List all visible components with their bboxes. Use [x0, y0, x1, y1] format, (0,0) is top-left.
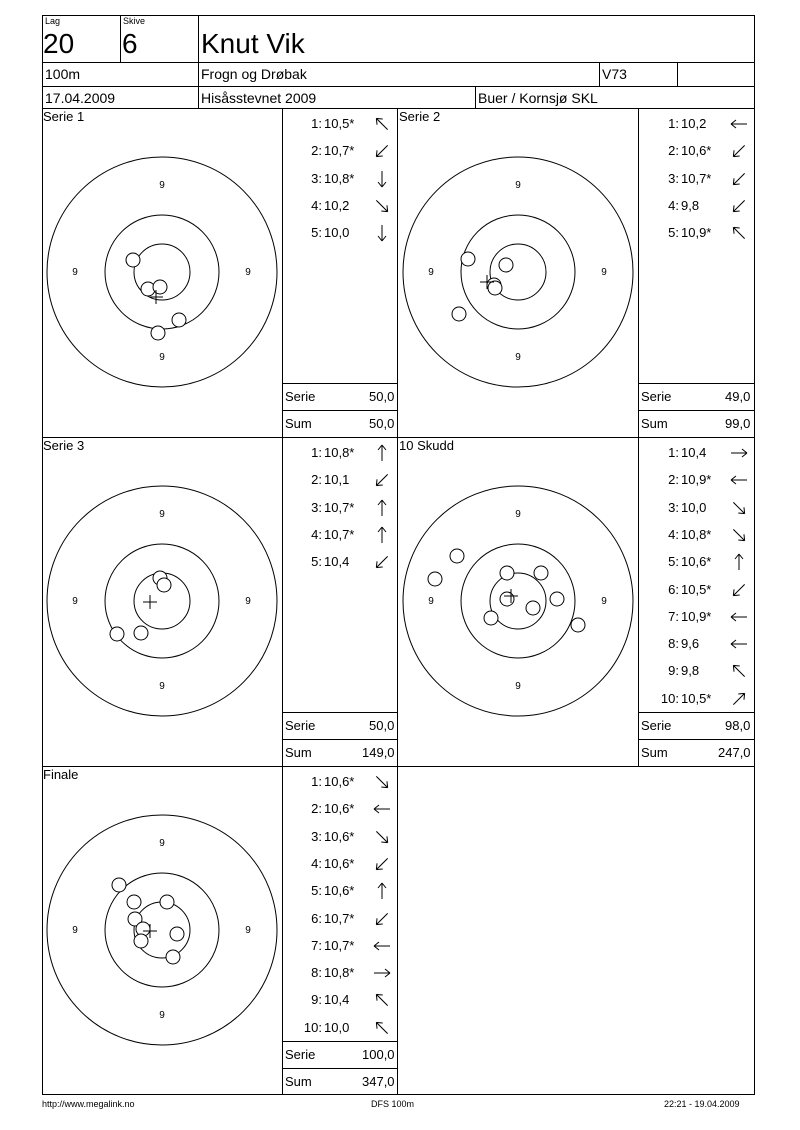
bullet-hole: [134, 626, 148, 640]
shot-value: 10,4: [324, 554, 350, 570]
shot-value: 10,5*: [681, 690, 712, 706]
shot-value: 10,7*: [324, 910, 355, 926]
shot-number: 5:: [668, 225, 679, 241]
panel-title: Serie 2: [399, 109, 441, 124]
direction-arrow-icon: [372, 854, 392, 874]
ring-label: 9: [159, 509, 165, 520]
direction-arrow-icon: [372, 772, 392, 792]
ring-label: 9: [72, 267, 78, 278]
shot-number: 7:: [311, 937, 322, 953]
panel-title: 10 Skudd: [399, 438, 454, 453]
direction-arrow-icon: [372, 552, 392, 572]
panel-title: Serie 1: [43, 109, 85, 124]
shot-number: 2:: [311, 143, 322, 159]
shot-value: 10,9*: [681, 608, 712, 624]
shot-number: 2:: [311, 472, 322, 488]
shot-number: 3:: [311, 170, 322, 186]
target-ring: [105, 215, 219, 329]
shot-value: 10,6*: [324, 855, 355, 871]
target-finale: [45, 813, 279, 1047]
bullet-hole: [428, 572, 442, 586]
ring-label: 9: [428, 596, 434, 607]
direction-arrow-icon: [372, 196, 392, 216]
bullet-hole: [170, 927, 184, 941]
shot-number: 8:: [311, 965, 322, 981]
shot-number: 1:: [668, 445, 679, 460]
bullet-hole: [134, 934, 148, 948]
ring-label: 9: [515, 352, 521, 363]
shot-value: 10,8*: [681, 526, 712, 542]
panel-title: Serie 3: [43, 438, 85, 453]
shot-number: 3:: [311, 499, 322, 515]
lag-label: Lag: [45, 16, 61, 26]
bullet-hole: [127, 895, 141, 909]
bullet-hole: [550, 592, 564, 606]
shot-value: 10,8*: [324, 170, 355, 186]
bullet-hole: [500, 592, 514, 606]
ring-label: 9: [601, 267, 607, 278]
shot-value: 10,6*: [681, 554, 712, 570]
bullet-hole: [112, 878, 126, 892]
sum-total: 99,0: [725, 416, 751, 431]
direction-arrow-icon: [372, 827, 392, 847]
shot-value: 10,6*: [324, 801, 355, 817]
bullet-hole: [526, 601, 540, 615]
shot-number: 4:: [311, 855, 322, 871]
serie-label: Serie: [285, 718, 316, 733]
shot-value: 10,5*: [324, 116, 355, 131]
shot-value: 10,7*: [324, 499, 355, 515]
bullet-hole: [484, 611, 498, 625]
sum-total: 247,0: [718, 745, 751, 760]
bullet-hole: [172, 313, 186, 327]
ring-label: 9: [159, 180, 165, 191]
shot-number: 2:: [668, 472, 679, 488]
shot-number: 2:: [668, 143, 679, 159]
shot-value: 10,8*: [324, 965, 355, 981]
bullet-hole: [450, 549, 464, 563]
shot-value: 10,6*: [324, 774, 355, 789]
event: Hisåsstevnet 2009: [201, 90, 317, 106]
direction-arrow-icon: [729, 470, 749, 490]
shot-value: 10,6*: [681, 143, 712, 159]
direction-arrow-icon: [372, 169, 392, 189]
direction-arrow-icon: [729, 114, 749, 134]
shot-value: 10,0: [681, 499, 707, 515]
shot-value: 10,8*: [324, 445, 355, 460]
target-serie-3: [45, 484, 279, 718]
shot-number: 5:: [311, 225, 322, 241]
ring-label: 9: [515, 180, 521, 191]
skive-value: 6: [122, 28, 138, 59]
sum-total: 347,0: [362, 1074, 395, 1089]
direction-arrow-icon: [729, 689, 749, 709]
bullet-hole: [126, 253, 140, 267]
shot-number: 6:: [311, 910, 322, 926]
bullet-hole: [488, 281, 502, 295]
shot-number: 2:: [311, 801, 322, 817]
shot-number: 10:: [303, 1019, 322, 1035]
ring-label: 9: [72, 925, 78, 936]
shot-number: 6:: [668, 581, 679, 597]
ring-label: 9: [159, 352, 165, 363]
sum-label: Sum: [285, 1074, 312, 1089]
shot-number: 4:: [668, 197, 679, 213]
serie-label: Serie: [641, 389, 672, 404]
bullet-hole: [151, 326, 165, 340]
shot-number: 4:: [311, 526, 322, 542]
direction-arrow-icon: [729, 525, 749, 545]
direction-arrow-icon: [729, 552, 749, 572]
shot-number: 3:: [311, 828, 322, 844]
serie-label: Serie: [641, 718, 672, 733]
ring-label: 9: [245, 925, 251, 936]
group-center-mark: [143, 595, 157, 609]
shot-value: 10,2: [324, 197, 350, 213]
bullet-hole: [452, 307, 466, 321]
ring-label: 9: [159, 681, 165, 692]
serie-label: Serie: [285, 389, 316, 404]
shot-value: 10,4: [324, 992, 350, 1008]
shot-number: 5:: [668, 554, 679, 570]
shot-value: 10,4: [681, 445, 707, 460]
direction-arrow-icon: [729, 607, 749, 627]
shot-number: 5:: [311, 554, 322, 570]
direction-arrow-icon: [729, 661, 749, 681]
shot-value: 10,5*: [681, 581, 712, 597]
target-serie-2: [401, 155, 635, 389]
shot-value: 9,8: [681, 197, 700, 213]
bullet-hole: [534, 566, 548, 580]
bullet-hole: [499, 258, 513, 272]
footer-url: http://www.megalink.no: [42, 1099, 135, 1109]
shot-number: 4:: [311, 197, 322, 213]
class: V73: [602, 66, 627, 82]
shot-value: 10,6*: [324, 828, 355, 844]
direction-arrow-icon: [372, 443, 392, 463]
direction-arrow-icon: [372, 799, 392, 819]
shot-number: 3:: [668, 499, 679, 515]
date: 17.04.2009: [45, 90, 116, 106]
serie-total: 49,0: [725, 389, 751, 404]
shot-value: 10,7*: [681, 170, 712, 186]
target-serie-1: [45, 155, 279, 389]
shot-number: 10:: [660, 690, 679, 706]
bullet-hole: [571, 618, 585, 632]
shot-number: 1:: [311, 445, 322, 460]
target-ring: [461, 215, 575, 329]
shot-value: 9,6: [681, 636, 700, 652]
shot-number: 7:: [668, 608, 679, 624]
shot-value: 10,0: [324, 225, 350, 241]
shooter-name: Knut Vik: [201, 28, 305, 59]
direction-arrow-icon: [729, 223, 749, 243]
sum-label: Sum: [285, 416, 312, 431]
shot-number: 5:: [311, 883, 322, 899]
sum-label: Sum: [285, 745, 312, 760]
direction-arrow-icon: [729, 196, 749, 216]
direction-arrow-icon: [372, 114, 392, 134]
ring-label: 9: [72, 596, 78, 607]
serie-total: 50,0: [369, 389, 395, 404]
shot-value: 10,9*: [681, 225, 712, 241]
shot-number: 1:: [311, 774, 322, 789]
direction-arrow-icon: [372, 909, 392, 929]
shot-value: 10,9*: [681, 472, 712, 488]
serie-total: 100,0: [362, 1047, 395, 1062]
bullet-hole: [166, 950, 180, 964]
bullet-hole: [110, 627, 124, 641]
serie-total: 50,0: [369, 718, 395, 733]
direction-arrow-icon: [372, 498, 392, 518]
ring-label: 9: [159, 838, 165, 849]
ring-label: 9: [601, 596, 607, 607]
ring-label: 9: [428, 267, 434, 278]
shot-value: 10,1: [324, 472, 350, 488]
target-ring: [490, 573, 546, 629]
direction-arrow-icon: [729, 443, 749, 463]
bullet-hole: [500, 566, 514, 580]
shot-value: 10,2: [681, 116, 707, 131]
direction-arrow-icon: [372, 470, 392, 490]
direction-arrow-icon: [372, 990, 392, 1010]
direction-arrow-icon: [729, 634, 749, 654]
footer-timestamp: 22:21 - 19.04.2009: [664, 1099, 740, 1109]
ring-label: 9: [159, 1010, 165, 1021]
bullet-hole: [157, 578, 171, 592]
bullet-hole: [461, 252, 475, 266]
shot-number: 1:: [668, 116, 679, 131]
direction-arrow-icon: [372, 141, 392, 161]
direction-arrow-icon: [372, 963, 392, 983]
ring-label: 9: [515, 681, 521, 692]
shot-value: 10,0: [324, 1019, 350, 1035]
panel-title: Finale: [43, 767, 79, 782]
serie-total: 98,0: [725, 718, 751, 733]
lag-value: 20: [43, 28, 75, 59]
direction-arrow-icon: [372, 881, 392, 901]
direction-arrow-icon: [729, 169, 749, 189]
direction-arrow-icon: [729, 498, 749, 518]
footer-center: DFS 100m: [371, 1099, 415, 1109]
direction-arrow-icon: [372, 525, 392, 545]
venue: Buer / Kornsjø SKL: [478, 90, 598, 106]
bullet-hole: [160, 895, 174, 909]
ring-label: 9: [515, 509, 521, 520]
club: Frogn og Drøbak: [201, 66, 307, 82]
shot-value: 10,7*: [324, 526, 355, 542]
direction-arrow-icon: [372, 1018, 392, 1038]
target-ring: [105, 544, 219, 658]
shot-value: 9,8: [681, 663, 700, 679]
sum-total: 50,0: [369, 416, 395, 431]
shot-number: 9:: [311, 992, 322, 1008]
bullet-hole: [153, 280, 167, 294]
sum-total: 149,0: [362, 745, 395, 760]
shot-value: 10,7*: [324, 937, 355, 953]
shot-number: 3:: [668, 170, 679, 186]
direction-arrow-icon: [729, 141, 749, 161]
shot-number: 4:: [668, 526, 679, 542]
direction-arrow-icon: [372, 936, 392, 956]
shot-value: 10,7*: [324, 143, 355, 159]
sum-label: Sum: [641, 416, 668, 431]
ring-label: 9: [245, 267, 251, 278]
shot-number: 8:: [668, 636, 679, 652]
direction-arrow-icon: [729, 580, 749, 600]
shot-number: 1:: [311, 116, 322, 131]
shot-number: 9:: [668, 663, 679, 679]
direction-arrow-icon: [372, 223, 392, 243]
ring-label: 9: [245, 596, 251, 607]
distance: 100m: [45, 66, 81, 82]
shot-value: 10,6*: [324, 883, 355, 899]
serie-label: Serie: [285, 1047, 316, 1062]
sum-label: Sum: [641, 745, 668, 760]
skive-label: Skive: [123, 16, 146, 26]
target-10-skudd: [401, 484, 635, 718]
